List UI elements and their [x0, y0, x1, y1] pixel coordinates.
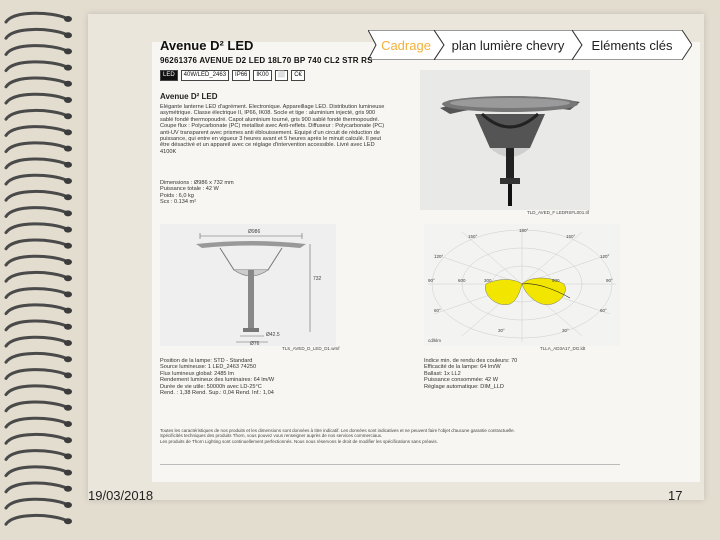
left-data-column: [160, 358, 380, 396]
ip-badge: IP66: [232, 70, 250, 81]
note-line: Les produits de Thorn Lighting sont continuellement perfectionnés. Nous nous réservons le droit de modifier les spécifications sans préavis.: [160, 438, 438, 444]
polar-label: 60°: [600, 308, 607, 313]
note-line: Spécificités techniques des produits Thorn, vous pouvez vous renseigner auprès de nos services commerciaux.: [160, 433, 383, 439]
binding-ring-icon: [6, 305, 72, 314]
badge-row: [160, 70, 305, 80]
legal-notes: [160, 428, 612, 444]
binding-ring-icon: [6, 418, 72, 427]
data-line: Flux lumineux global: 2485 lm: [160, 370, 234, 377]
binding-ring-icon: [6, 321, 72, 330]
dim-base1-label: Ø42.5: [266, 332, 280, 338]
nav-step-cadrage[interactable]: [368, 30, 444, 60]
product-specs: [160, 180, 280, 206]
binding-ring-icon: [6, 499, 72, 508]
spec-line: Poids : 6,0 kg: [160, 192, 194, 199]
binding-ring-icon: [6, 337, 72, 346]
data-line: Rendement lumineux des luminaires: 64 lm/W: [160, 377, 275, 384]
polar-label: 30°: [562, 328, 569, 333]
nav-step-elements-cles[interactable]: [572, 30, 692, 60]
dim-caption: TLS_AVED_D_LED_D1.wmf: [282, 346, 340, 351]
binding-ring-icon: [6, 143, 72, 152]
dim-height-label: 732: [313, 276, 322, 282]
dim-base2-label: Ø76: [250, 341, 260, 346]
polar-unit-label: cd/klm: [428, 338, 442, 343]
photo-caption: TLD_AVED_F LEDRSFL001.tif: [527, 210, 589, 215]
footer-date: 19/03/2018: [88, 488, 154, 503]
binding-ring-icon: [6, 224, 72, 233]
product-heading: Avenue D² LED: [160, 92, 218, 101]
binding-ring-icon: [6, 483, 72, 492]
binding-ring-icon: [6, 272, 72, 281]
binding-ring-icon: [6, 29, 72, 38]
binding-ring-icon: [6, 451, 72, 460]
binding-ring-icon: [6, 256, 72, 265]
data-line: Indice min. de rendu des couleurs: 70: [424, 358, 518, 364]
polar-label: 120°: [600, 254, 610, 259]
slide-number: 17: [668, 488, 683, 503]
data-line: Réglage automatique: DIM_LLD: [424, 383, 504, 390]
document-reference: 96261376 AVENUE D2 LED 18L70 BP 740 CL2 STR RS: [160, 56, 373, 65]
binding-ring-icon: [6, 289, 72, 298]
source-badge: 40W/LED_2463: [181, 70, 229, 81]
binding-ring-icon: [6, 240, 72, 249]
polar-label: 150°: [566, 234, 576, 239]
nav-step-label: Eléments clés: [591, 37, 673, 53]
dim-width-label: Ø986: [248, 229, 261, 235]
polar-diagram: [424, 224, 620, 346]
polar-label: 120°: [434, 254, 444, 259]
binding-ring-icon: [6, 127, 72, 136]
spiral-binding: [0, 0, 78, 540]
binding-ring-icon: [6, 175, 72, 184]
data-line: Efficacité de la lampe: 64 lm/W: [424, 364, 501, 371]
binding-ring-icon: [6, 370, 72, 379]
notes-divider: [160, 464, 620, 465]
data-line: Durée de vie utile: 50000h avec LD-25°C: [160, 383, 262, 390]
nav-step-plan-lumiere[interactable]: [434, 30, 582, 60]
nav-step-label: Cadrage: [381, 37, 431, 53]
spec-line: Dimensions : Ø986 x 732 mm: [160, 180, 234, 186]
polar-label: 30°: [498, 328, 505, 333]
ce-badge: C€: [291, 70, 305, 81]
class-badge: ⬜: [275, 70, 288, 81]
binding-ring-icon: [6, 78, 72, 87]
binding-ring-icon: [6, 386, 72, 395]
data-line: Source lumineuse: 1 LED_2463 74250: [160, 364, 257, 371]
led-badge: LED: [160, 70, 178, 81]
spec-line: Scx : 0.134 m²: [160, 199, 197, 206]
binding-ring-icon: [6, 46, 72, 55]
binding-ring-icon: [6, 94, 72, 103]
dimension-drawing: [160, 224, 336, 346]
polar-label: 180°: [519, 228, 529, 233]
binding-ring-icon: [6, 13, 72, 22]
ik-badge: IK00: [253, 70, 271, 81]
binding-ring-icon: [6, 434, 72, 443]
polar-ring-label: 600: [458, 278, 466, 283]
product-description: Elégante lanterne LED d'agrément. Electronique. Appareillage LED. Distribution lumineuse asymétrique. Classe électrique II, IP66, IK08. Socle et tige : aluminium injecté, gris 900 sablé fondé thermopoudré. Capot aluminium tourné, gris 900 sablé fondé thermopoudré. Coupe flux : Polycarbonate (PC) metallisé avec Anti-reflets. Diffuseur : Polycarbonate (PC) anti-UV transparent avec prismes anti éblouissement. Equipé d'un circuit de réduction de puissance, qui entre en vigueur 3 heures avant et 5 heures après le minuit calculé. Il peut être désactivé et un appareil avec ce réglage d'intervention accessible. Livré avec LED 4100K: [160, 104, 385, 155]
polar-ring-label: 300: [484, 278, 492, 283]
data-line: Ballast: 1x LL2: [424, 370, 461, 377]
binding-ring-icon: [6, 467, 72, 476]
polar-label: 90°: [428, 278, 435, 283]
polar-label: 60°: [434, 308, 441, 313]
data-line: Position de la lampe: STD - Standard: [160, 358, 253, 364]
binding-ring-icon: [6, 110, 72, 119]
polar-label: 150°: [468, 234, 478, 239]
binding-ring-icon: [6, 515, 72, 524]
binding-ring-icon: [6, 353, 72, 362]
spec-line: Puissance totale : 42 W: [160, 186, 219, 193]
polar-caption: TLLA_AD3A17_DG.ldt: [540, 346, 586, 351]
right-data-column: [424, 358, 644, 390]
polar-ring-label: 900: [552, 278, 560, 283]
lamp-photo: [420, 70, 590, 210]
binding-ring-icon: [6, 159, 72, 168]
note-line: Toutes les caractéristiques de nos produits et les dimensions sont données à titre indicatif. Les données sont indicatives et ne peuvent faire l'objet d'aucune garantie contractuelle.: [160, 428, 515, 433]
data-line: Rend. : 1,38 Rend. Sup.: 0,04 Rend. Inf.: 1,04: [160, 390, 274, 397]
binding-ring-icon: [6, 62, 72, 71]
binding-ring-icon: [6, 402, 72, 411]
polar-label: 90°: [606, 278, 613, 283]
data-line: Puissance consommée: 42 W: [424, 377, 498, 384]
document-title: Avenue D² LED: [160, 38, 254, 53]
binding-ring-icon: [6, 208, 72, 217]
binding-ring-icon: [6, 191, 72, 200]
nav-step-label: plan lumière chevry: [451, 37, 565, 53]
